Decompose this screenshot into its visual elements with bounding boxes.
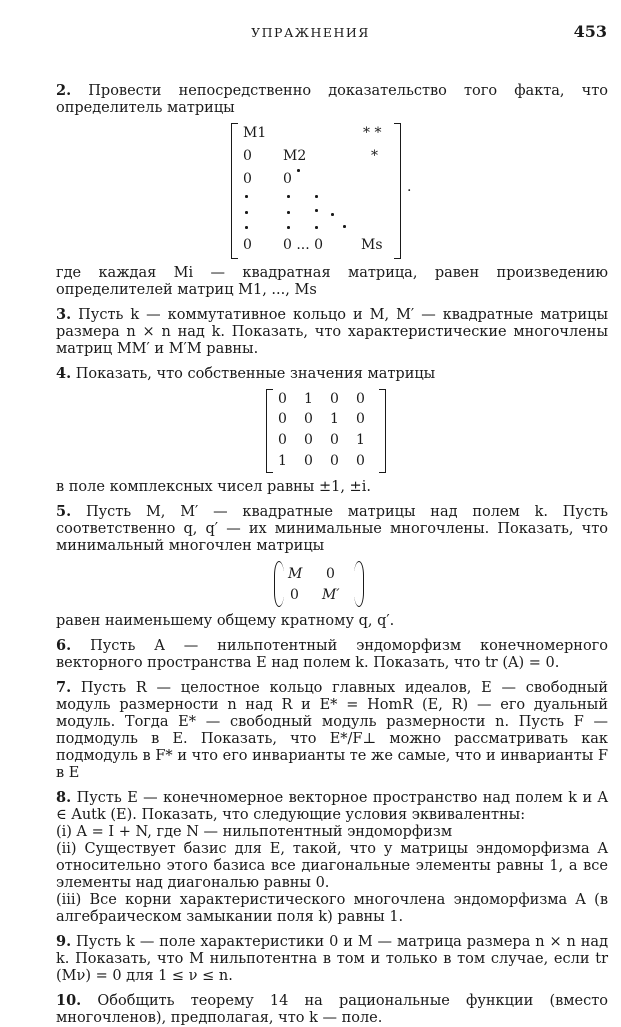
ellipsis-dot xyxy=(287,211,290,214)
block-triangular-matrix xyxy=(231,123,412,259)
matrix-cell: 0 xyxy=(304,453,313,469)
left-paren xyxy=(274,561,284,607)
ellipsis-dot xyxy=(245,195,248,198)
exercise-4-continuation: в поле комплексных чисел равны ±1, ±i. xyxy=(56,479,371,495)
ellipsis-dot xyxy=(297,169,300,172)
exercise-text: Пусть R — целостное кольцо главных идеалов, E — свободный модуль размерности n над R и E* = HomR (E, R) — его дуальный модуль. Тогда E* — свободный модуль размерности n. Пусть F — подмодуль в E. Показать, что E*/F⊥ можно рассматривать как подмодуль в F* и что его инварианты те же самые, что и инварианты F в E xyxy=(56,680,609,781)
exercise-text: Обобщить теорему 14 на рациональные функции (вместо многочленов), предполагая, что k — поле. xyxy=(56,993,608,1026)
exercise-text: Пусть k — коммутативное кольцо и M, M′ — квадратные матрицы размера n × n над k. Показать, что характеристические многочлены матриц MM′ и M′M равны. xyxy=(56,307,608,357)
matrix-cell: 1 xyxy=(304,391,313,407)
exercise-6 xyxy=(56,637,608,672)
permutation-matrix xyxy=(266,389,386,473)
exercise-5 xyxy=(56,503,608,555)
matrix-cell: 0 xyxy=(243,148,252,164)
exercise-2-continuation: где каждая Mi — квадратная матрица, равен произведению определителей матриц M1, ..., Ms xyxy=(56,265,608,298)
page-body xyxy=(56,82,608,1027)
matrix-cell: 0 xyxy=(243,171,252,187)
exercise-3 xyxy=(56,306,608,358)
matrix-cell: 0 xyxy=(330,432,339,448)
matrix-cell: M′ xyxy=(322,587,340,603)
matrix-cell: M2 xyxy=(283,148,307,164)
exercise-7 xyxy=(56,679,608,782)
exercise-text: Пусть k — поле характеристики 0 и M — матрица размера n × n над k. Показать, что M нильпотентна в том и только в том случае, если tr (Mν) = 0 для 1 ≤ ν ≤ n. xyxy=(56,934,609,984)
exercise-number: 5. xyxy=(56,503,72,520)
ellipsis-dot xyxy=(331,213,334,216)
exercise-number: 3. xyxy=(56,306,72,323)
matrix-cell: 0 xyxy=(330,453,339,469)
block-diagonal-matrix xyxy=(274,561,364,607)
matrix-cell: 0 xyxy=(304,411,313,427)
matrix-cell: 1 xyxy=(356,432,365,448)
matrix-cell: 0 ... 0 xyxy=(283,237,324,253)
exercise-number: 8. xyxy=(56,789,72,806)
matrix-cell: 0 xyxy=(283,171,292,187)
matrix-cell: M1 xyxy=(243,125,267,141)
right-bracket xyxy=(379,389,386,473)
ellipsis-dot xyxy=(287,195,290,198)
exercise-text: Пусть A — нильпотентный эндоморфизм конечномерного векторного пространства E над полем k. Показать, что tr (A) = 0. xyxy=(56,638,609,671)
matrix-trailing-period: . xyxy=(407,179,412,195)
page-number: 453 xyxy=(573,22,607,41)
exercise-number: 6. xyxy=(56,637,72,654)
page-header xyxy=(0,22,621,44)
matrix-cell: 0 xyxy=(326,566,335,582)
right-bracket xyxy=(394,123,401,259)
ellipsis-dot xyxy=(315,226,318,229)
exercise-number: 2. xyxy=(56,82,72,99)
matrix-cell: 0 xyxy=(304,432,313,448)
matrix-cell: 1 xyxy=(330,411,339,427)
ellipsis-dot xyxy=(315,209,318,212)
exercise-number: 9. xyxy=(56,933,72,950)
exercise-9 xyxy=(56,933,608,985)
matrix-cell: 0 xyxy=(278,391,287,407)
matrix-cell: 1 xyxy=(278,453,287,469)
exercise-8-item: (iii) Все корни характеристического многочлена эндоморфизма A (в алгебраическом замыкании поля k) равны 1. xyxy=(56,892,608,925)
matrix-cell: 0 xyxy=(330,391,339,407)
exercise-text: Провести непосредственно доказательство того факта, что определитель матрицы xyxy=(56,83,608,116)
exercise-10 xyxy=(56,992,608,1027)
exercise-text: Показать, что собственные значения матрицы xyxy=(75,366,436,382)
right-paren xyxy=(354,561,364,607)
ellipsis-dot xyxy=(245,226,248,229)
matrix-cell: M xyxy=(288,566,303,582)
exercise-number: 4. xyxy=(56,365,72,382)
exercise-5-continuation: равен наименьшему общему кратному q, q′. xyxy=(56,613,395,629)
exercise-8 xyxy=(56,789,608,824)
exercise-number: 10. xyxy=(56,992,82,1009)
matrix-cell: 0 xyxy=(290,587,299,603)
ellipsis-dot xyxy=(287,226,290,229)
matrix-cell: Ms xyxy=(361,237,383,253)
matrix-cell: 0 xyxy=(356,391,365,407)
matrix-cell: 0 xyxy=(356,453,365,469)
left-bracket xyxy=(266,389,273,473)
ellipsis-dot xyxy=(315,195,318,198)
ellipsis-dot xyxy=(343,225,346,228)
ellipsis-dot xyxy=(245,211,248,214)
exercise-number: 7. xyxy=(56,679,72,696)
matrix-cell: 0 xyxy=(243,237,252,253)
exercise-8-item: (ii) Существует базис для E, такой, что у матрицы эндоморфизма A относительно этого базиса все диагональные элементы равны 1, а все элементы над диагональю равны 0. xyxy=(56,841,608,891)
exercise-8-item: (i) A = I + N, где N — нильпотентный эндоморфизм xyxy=(56,824,453,840)
matrix-cell: * * xyxy=(363,125,382,141)
running-title: УПРАЖНЕНИЯ xyxy=(251,25,370,40)
left-bracket xyxy=(231,123,238,259)
matrix-cell: 0 xyxy=(278,432,287,448)
exercise-4 xyxy=(56,365,608,383)
matrix-cell: 0 xyxy=(356,411,365,427)
exercise-text: Пусть E — конечномерное векторное пространство над полем k и A ∈ Autk (E). Показать, что следующие условия эквивалентны: xyxy=(56,790,608,823)
exercise-text: Пусть M, M′ — квадратные матрицы над полем k. Пусть соответственно q, q′ — их минимальные многочлены. Показать, что минимальный многочлен матрицы xyxy=(56,504,608,554)
matrix-cell: 0 xyxy=(278,411,287,427)
matrix-cell: * xyxy=(371,148,378,164)
exercise-2 xyxy=(56,82,608,117)
